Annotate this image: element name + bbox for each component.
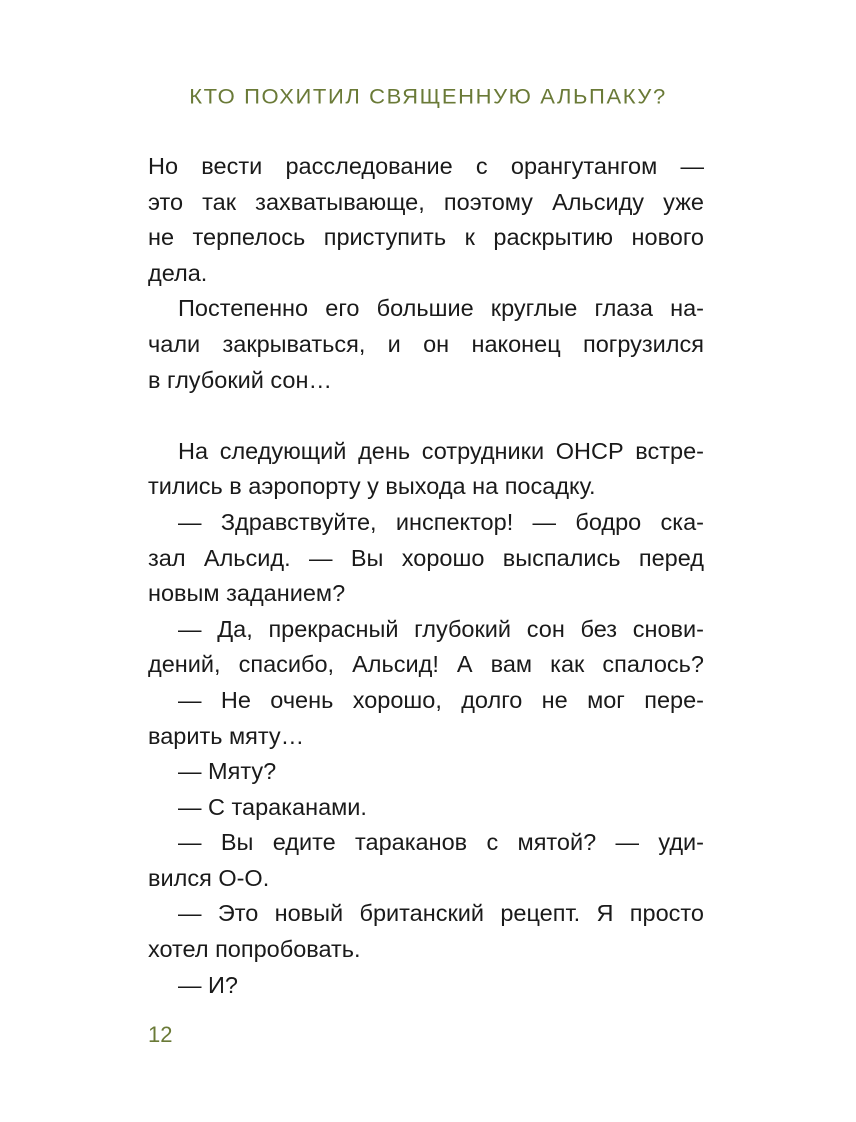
text-line: в глубокий сон…	[148, 366, 332, 393]
text-line: чали закрываться, и он наконец погрузился	[148, 330, 704, 357]
text-line: Но вести расследование с орангутангом —	[148, 153, 704, 179]
text-line: это так захватывающе, поэтому Альсиду уже	[148, 188, 704, 215]
text-line: — Вы едите тараканов с мятой? — уди-	[178, 829, 704, 856]
text-line: На следующий день сотрудники ОНСР встре-	[178, 437, 704, 464]
text-line: — Да, прекрасный глубокий сон без снови-	[178, 615, 704, 642]
text-line: зал Альсид. — Вы хорошо выспались перед	[148, 544, 704, 571]
section-break	[148, 398, 704, 434]
page-number: 12	[148, 1022, 173, 1047]
running-header: КТО ПОХИТИЛ СВЯЩЕННУЮ АЛЬПАКУ?	[189, 84, 667, 109]
text-line: — Здравствуйте, инспектор! — бодро ска-	[178, 508, 704, 535]
text-line: варить мяту…	[148, 722, 305, 749]
text-line: вился О-О.	[148, 864, 270, 891]
text-line: тились в аэропорту у выхода на посадку.	[148, 473, 596, 500]
text-line: не терпелось приступить к раскрытию нового	[148, 224, 704, 251]
text-line: дений, спасибо, Альсид! А вам как спалось?	[148, 651, 704, 678]
text-line: — Не очень хорошо, долго не мог пере-	[178, 686, 704, 713]
page-body	[148, 149, 704, 1003]
text-line: Постепенно его большие круглые глаза на-	[178, 295, 704, 322]
text-line: — Это новый британский рецепт. Я просто	[178, 900, 704, 927]
text-line: — И?	[178, 971, 238, 998]
text-line: хотел попробовать.	[148, 936, 361, 963]
text-line: — С тараканами.	[178, 793, 367, 820]
text-line: новым заданием?	[148, 580, 346, 607]
text-line: дела.	[148, 259, 208, 286]
text-line: — Мяту?	[178, 758, 277, 785]
